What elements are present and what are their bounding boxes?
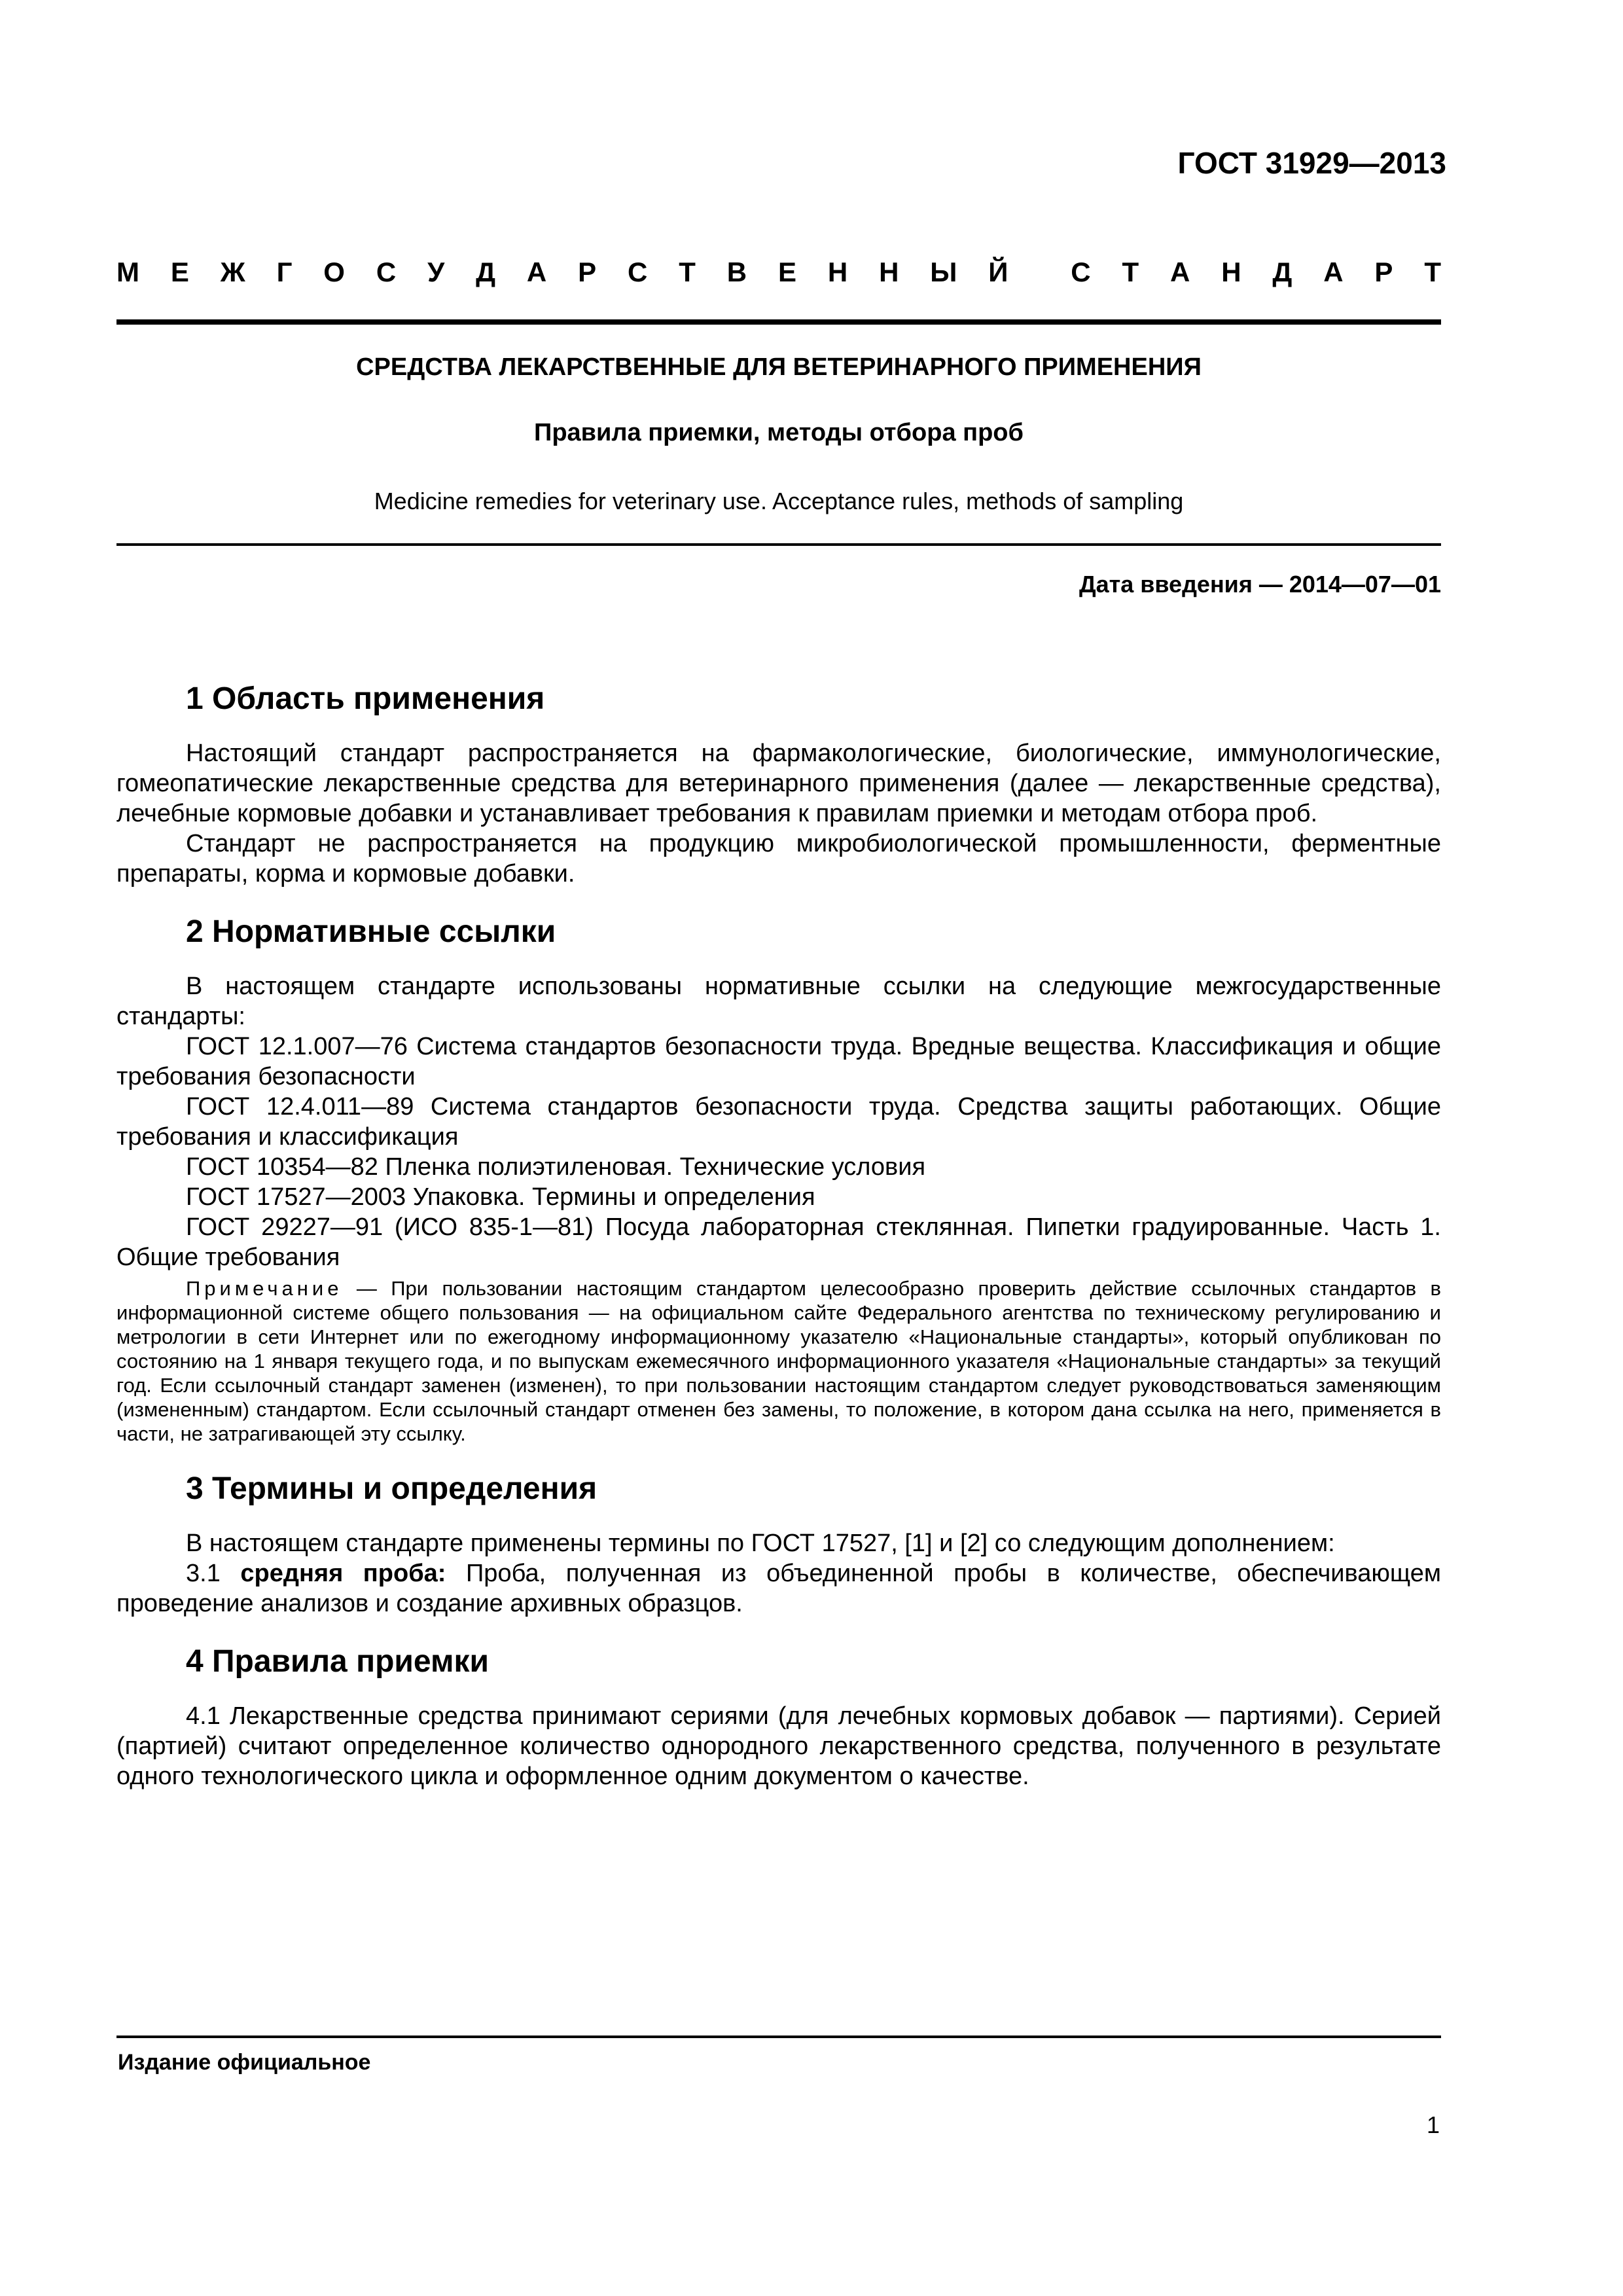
standard-kind-letter: У — [427, 257, 445, 287]
section-terms — [116, 1471, 1441, 1619]
term-number: 3.1 — [186, 1560, 241, 1587]
section-normative-references — [116, 914, 1441, 1446]
definition-text: Проба, полученная из объединенной пробы в количестве, обеспечивающем проведение анализов и создание архивных образцов. — [116, 1560, 1441, 1617]
page-number: 1 — [1426, 2111, 1440, 2138]
term-definition — [116, 1558, 1441, 1619]
standard-kind-letter: Т — [679, 257, 696, 287]
document-body — [116, 681, 1441, 1791]
standard-kind-letter: А — [526, 257, 547, 287]
standard-kind-letter: Й — [988, 257, 1008, 287]
paragraph: Стандарт не распространяется на продукцию микробиологической промышленности, ферментные препараты, корма и кормовые добавки. — [116, 830, 1441, 888]
standard-kind-letter: Н — [1221, 257, 1241, 287]
standard-kind-letter: Ы — [930, 257, 957, 287]
standard-kind-letter: О — [323, 257, 345, 287]
reference-item: ГОСТ 12.1.007—76 Система стандартов безопасности труда. Вредные вещества. Классификация и общие требования безопасности — [116, 1033, 1441, 1090]
paragraph: В настоящем стандарте использованы нормативные ссылки на следующие межгосударственные стандарты: — [116, 973, 1441, 1030]
standard-kind-letter: А — [1323, 257, 1344, 287]
standard-kind-letter: С — [376, 257, 397, 287]
standard-kind-letter: Р — [1374, 257, 1393, 287]
standard-kind-letter: Т — [1122, 257, 1139, 287]
standard-kind-letter: Ж — [220, 257, 245, 287]
standard-kind-letter: С — [1071, 257, 1091, 287]
standard-kind-letter: Д — [476, 257, 495, 287]
standard-kind-letter: Г — [276, 257, 293, 287]
standard-kind-letter: С — [627, 257, 648, 287]
document-subtitle: Правила приемки, методы отбора проб — [534, 419, 1024, 446]
standard-kind-letter: Д — [1272, 257, 1293, 287]
header-divider — [116, 319, 1441, 325]
title-divider — [116, 543, 1441, 546]
reference-item: ГОСТ 12.4.011—89 Система стандартов безопасности труда. Средства защиты работающих. Общие требования и классификация — [116, 1093, 1441, 1151]
paragraph: В настоящем стандарте применены термины по ГОСТ 17527, [1] и [2] со следующим дополнением: — [186, 1530, 1335, 1557]
standard-kind-letter: А — [1169, 257, 1190, 287]
section-heading: 1 Область применения — [186, 681, 545, 716]
standard-kind-letter: Р — [578, 257, 597, 287]
standard-kind-letter: Н — [879, 257, 899, 287]
section-scope — [116, 681, 1441, 889]
standard-kind-letter: Т — [1424, 257, 1441, 287]
reference-item: ГОСТ 17527—2003 Упаковка. Термины и определения — [186, 1183, 815, 1211]
paragraph: 4.1 Лекарственные средства принимают сериями (для лечебных кормовых добавок — партиями). Серией (партией) считают определенное количество однородного лекарственного средства, полученного в результате одного технологического цикла и оформленное одним документом о качестве. — [116, 1702, 1441, 1790]
standard-kind-letter: Е — [777, 257, 796, 287]
reference-item: ГОСТ 29227—91 (ИСО 835-1—81) Посуда лабораторная стеклянная. Пипетки градуированные. Часть 1. Общие требования — [116, 1213, 1441, 1271]
note-text: — При пользовании настоящим стандартом целесообразно проверить действие ссылочных стандартов в информационной системе общего пользования — на официальном сайте Федерального агентства по техническому регулированию и метрологии в сети Интернет или по ежегодному информационному указателю «Национальные стандарты», который опубликован по состоянию на 1 января текущего года, и по выпускам ежемесячного информационного указателя «Национальные стандарты» за текущий год. Если ссылочный стандарт заменен (изменен), то при пользовании настоящим стандартом следует руководствоваться заменяющим (измененным) стандартом. Если ссылочный стандарт отменен без замены, то положение, в котором дана ссылка на него, применяется в части, не затрагивающей эту ссылку. — [116, 1277, 1441, 1445]
edition-label: Издание официальное — [118, 2050, 371, 2075]
introduction-date: Дата введения — 2014—07—01 — [1079, 571, 1441, 598]
reference-item: ГОСТ 10354—82 Пленка полиэтиленовая. Технические условия — [186, 1153, 926, 1181]
standard-kind-letter: М — [116, 257, 139, 287]
document-title: СРЕДСТВА ЛЕКАРСТВЕННЫЕ ДЛЯ ВЕТЕРИНАРНОГО ПРИМЕНЕНИЯ — [356, 353, 1202, 381]
standard-kind-letter: В — [726, 257, 747, 287]
section-acceptance-rules — [116, 1643, 1441, 1791]
document-english-title: Medicine remedies for veterinary use. Acceptance rules, methods of sampling — [374, 488, 1184, 514]
term: средняя проба: — [240, 1560, 446, 1587]
note-label: Примечание — [186, 1277, 343, 1300]
section-heading: 3 Термины и определения — [186, 1471, 597, 1506]
section-heading: 2 Нормативные ссылки — [186, 914, 556, 949]
document-number: ГОСТ 31929—2013 — [1177, 146, 1446, 180]
note — [116, 1276, 1441, 1446]
standard-kind — [116, 257, 1441, 288]
paragraph: Настоящий стандарт распространяется на фармакологические, биологические, иммунологические, гомеопатические лекарственные средства для ветеринарного применения (далее — лекарственные средства), лечебные кормовые добавки и устанавливает требования к правилам приемки и методам отбора проб. — [116, 740, 1441, 827]
section-heading: 4 Правила приемки — [186, 1644, 490, 1679]
footer-divider — [116, 2036, 1441, 2038]
standard-kind-letter: Н — [827, 257, 848, 287]
standard-kind-letter: Е — [170, 257, 189, 287]
